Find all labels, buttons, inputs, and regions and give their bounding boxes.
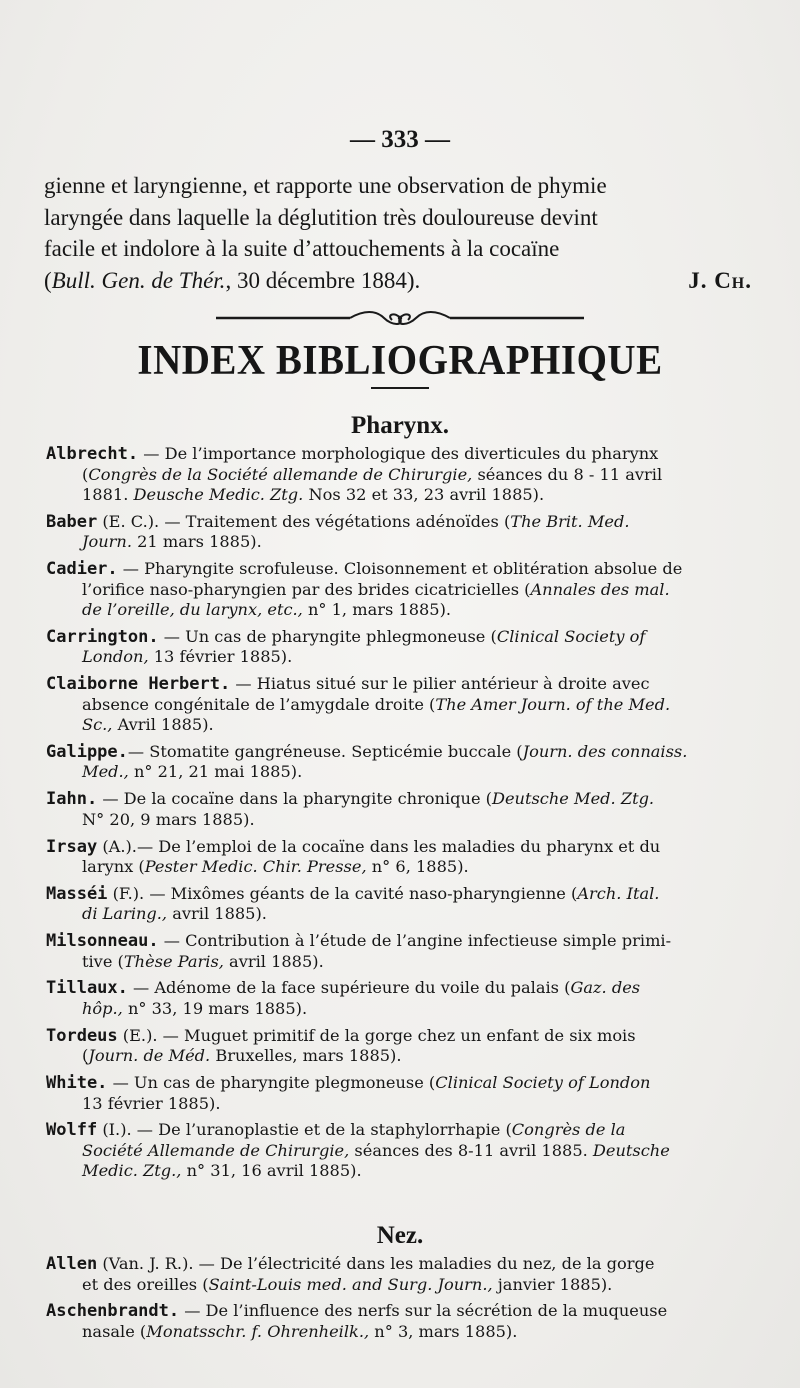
- journal-title: Clinical Society of London: [435, 1073, 651, 1093]
- journal-title: Monatsschr. f. Ohrenheilk.,: [146, 1321, 370, 1341]
- journal-title: The Brit. Med.: [510, 511, 630, 531]
- journal-title: Deusche Medic. Ztg.: [133, 485, 304, 504]
- entry-line: [46, 1275, 758, 1296]
- entry-line: [46, 837, 758, 858]
- entry-line: [46, 532, 758, 553]
- bibliography-entry: [46, 1254, 758, 1295]
- bibliography-entry: [46, 444, 758, 506]
- entry-author: Allen: [46, 1254, 98, 1274]
- journal-title: di Laring.,: [82, 904, 168, 924]
- entry-line: [46, 600, 758, 621]
- entry-text: séances des 8-11 avril 1885.: [349, 1140, 593, 1160]
- title-rule: [371, 387, 429, 389]
- entry-text: (E. C.). — Traitement des végétations adénoïdes (: [97, 511, 511, 531]
- nez-entries: [46, 1254, 758, 1349]
- entry-author: Tordeus: [46, 1025, 118, 1046]
- entry-text: Nos 32 et 33, 23 avril 1885).: [303, 485, 545, 504]
- entry-text: Bruxelles, mars 1885).: [210, 1046, 402, 1066]
- entry-text: — De la cocaïne dans la pharyngite chronique (: [97, 789, 492, 809]
- entry-text: 13 février 1885).: [148, 647, 293, 667]
- entry-text: 1881.: [82, 485, 134, 504]
- entry-line: [46, 627, 758, 648]
- entry-text: (: [82, 1046, 89, 1066]
- entry-author: Carrington.: [46, 626, 159, 647]
- entry-line: [46, 485, 758, 506]
- pharynx-entries: [46, 444, 758, 1188]
- journal-title: Deutsche: [592, 1140, 670, 1160]
- journal-title: Société Allemande de Chirurgie,: [82, 1140, 350, 1160]
- journal-title: Congrès de la Société allemande de Chirurgie,: [88, 464, 473, 484]
- citation-text: (Bull. Gen. de Thér., 30 décembre 1884).: [44, 267, 421, 293]
- index-title: INDEX BIBLIOGRAPHIQUE: [137, 337, 663, 384]
- entry-line: [46, 1046, 758, 1067]
- entry-text: et des oreilles (: [82, 1274, 209, 1294]
- continuation-citation: [44, 265, 758, 297]
- entry-text: (Van. J. R.). — De l’électricité dans les maladies du nez, de la gorge: [97, 1254, 655, 1273]
- bibliography-entry: [46, 837, 758, 878]
- journal-title: Gaz. des: [570, 978, 641, 998]
- section-heading-pharynx: Pharynx.: [351, 412, 449, 439]
- bibliography-entry: [46, 789, 758, 830]
- entry-line: [46, 715, 758, 736]
- entry-line: [46, 465, 758, 486]
- journal-title: Congrès de la: [511, 1120, 626, 1140]
- entry-text: n° 1, mars 1885).: [302, 600, 452, 620]
- entry-line: [46, 1254, 758, 1275]
- entry-author: Milsonneau.: [46, 931, 159, 952]
- entry-line: [46, 931, 758, 952]
- entry-line: [46, 444, 758, 465]
- journal-title: Med.,: [82, 762, 129, 782]
- entry-line: [46, 999, 758, 1020]
- entry-text: tive (: [82, 951, 124, 971]
- journal-title: hôp.,: [82, 998, 123, 1018]
- entry-text: (F.). — Mixômes géants de la cavité naso-pharyngienne (: [107, 883, 578, 903]
- entry-text: 13 février 1885).: [82, 1093, 221, 1113]
- ornamental-rule-icon: [214, 308, 586, 328]
- entry-text: séances du 8 - 11 avril: [472, 464, 663, 484]
- entry-text: (E.). — Muguet primitif de la gorge chez un enfant de six mois: [117, 1025, 636, 1045]
- journal-title: Clinical Society of: [496, 626, 646, 646]
- continuation-line: gienne et laryngienne, et rapporte une observation de phymie: [44, 173, 607, 198]
- entry-line: [46, 857, 758, 878]
- entry-text: — Un cas de pharyngite plegmoneuse (: [107, 1073, 436, 1093]
- journal-title: Saint-Louis med. and Surg. Journ.,: [208, 1274, 493, 1294]
- entry-author: Irsay: [46, 836, 98, 857]
- author-signature: J. Ch.: [688, 267, 752, 293]
- entry-text: avril 1885).: [167, 904, 267, 924]
- entry-text: Avril 1885).: [112, 715, 214, 735]
- entry-text: N° 20, 9 mars 1885).: [82, 809, 255, 829]
- entry-text: n° 31, 16 avril 1885).: [181, 1161, 362, 1181]
- entry-text: — Un cas de pharyngite phlegmoneuse (: [158, 626, 497, 646]
- bibliography-entry: [46, 931, 758, 972]
- journal-title: Pester Medic. Chir. Presse,: [144, 857, 367, 877]
- entry-text: n° 6, 1885).: [366, 857, 469, 877]
- entry-text: n° 21, 21 mai 1885).: [128, 762, 303, 782]
- entry-text: (I.). — De l’uranoplastie et de la staphylorrhapie (: [97, 1120, 512, 1140]
- journal-title: Medic. Ztg.,: [82, 1161, 182, 1181]
- entry-author: Masséi: [46, 883, 108, 904]
- journal-title: Arch. Ital.: [577, 883, 660, 903]
- entry-text: — Adénome de la face supérieure du voile du palais (: [127, 978, 571, 998]
- entry-text: — De l’influence des nerfs sur la sécrétion de la muqueuse: [179, 1301, 668, 1321]
- entry-line: [46, 1120, 758, 1141]
- bibliography-entry: [46, 978, 758, 1019]
- entry-text: — Pharyngite scrofuleuse. Cloisonnement et oblitération absolue de: [117, 559, 683, 579]
- entry-line: [46, 789, 758, 810]
- entry-line: [46, 904, 758, 925]
- bibliography-entry: [46, 1073, 758, 1114]
- entry-text: — Stomatite gangréneuse. Septicémie buccale (: [127, 741, 523, 761]
- bibliography-entry: [46, 559, 758, 621]
- entry-text: nasale (: [82, 1321, 147, 1341]
- page-number: — 333 —: [350, 126, 450, 153]
- entry-text: — De l’importance morphologique des diverticules du pharynx: [138, 444, 659, 463]
- entry-author: Galippe.: [46, 741, 128, 762]
- entry-author: Cadier.: [46, 559, 118, 580]
- entry-line: [46, 647, 758, 668]
- bibliography-entry: [46, 627, 758, 668]
- section-heading-nez: Nez.: [376, 1222, 424, 1249]
- entry-line: [46, 580, 758, 601]
- journal-title: Journ. des connaiss.: [522, 741, 688, 761]
- entry-line: [46, 952, 758, 973]
- entry-line: [46, 884, 758, 905]
- entry-text: n° 3, mars 1885).: [369, 1321, 518, 1341]
- entry-text: janvier 1885).: [492, 1274, 613, 1294]
- entry-author: Albrecht.: [46, 444, 139, 464]
- entry-text: — Hiatus situé sur le pilier antérieur à droite avec: [230, 674, 650, 694]
- continuation-line: laryngée dans laquelle la déglutition très douloureuse devint: [44, 204, 598, 230]
- entry-text: — Contribution à l’étude de l’angine infectieuse simple primi-: [158, 931, 672, 951]
- journal-title: London,: [82, 647, 149, 667]
- journal-title: The Amer Journ. of the Med.: [435, 694, 671, 714]
- entry-text: (A.).— De l’emploi de la cocaïne dans les maladies du pharynx et du: [97, 836, 661, 856]
- entry-line: [46, 512, 758, 533]
- entry-line: [46, 742, 758, 763]
- bibliography-entry: [46, 1120, 758, 1182]
- bibliography-entry: [46, 512, 758, 553]
- entry-author: White.: [46, 1073, 108, 1094]
- entry-text: n° 33, 19 mars 1885).: [122, 998, 308, 1018]
- entry-text: avril 1885).: [223, 951, 324, 971]
- entry-author: Wolff: [46, 1120, 98, 1141]
- entry-text: absence congénitale de l’amygdale droite (: [82, 694, 436, 714]
- entry-text: (: [82, 464, 89, 484]
- continuation-line: facile et indolore à la suite d’attouchements à la cocaïne: [44, 236, 560, 261]
- entry-text: 21 mars 1885).: [131, 532, 262, 552]
- entry-author: Claiborne Herbert.: [46, 674, 231, 695]
- entry-line: [46, 559, 758, 580]
- entry-line: [46, 762, 758, 783]
- entry-line: [46, 810, 758, 831]
- entry-line: [46, 1073, 758, 1094]
- entry-text: l’orifice naso-pharyngien par des brides cicatricielles (: [82, 579, 531, 599]
- bibliography-entry: [46, 674, 758, 736]
- entry-text: larynx (: [82, 857, 145, 877]
- journal-title: Journ. de Méd.: [88, 1046, 211, 1066]
- journal-title: Sc.,: [82, 715, 113, 735]
- bibliography-entry: [46, 742, 758, 783]
- entry-line: [46, 674, 758, 695]
- entry-line: [46, 1301, 758, 1322]
- journal-title: Journ.: [82, 532, 132, 552]
- entry-author: Aschenbrandt.: [46, 1301, 180, 1322]
- entry-line: [46, 1141, 758, 1162]
- entry-line: [46, 1161, 758, 1182]
- journal-title: de l’oreille, du larynx, etc.,: [82, 600, 303, 620]
- bibliography-entry: [46, 1301, 758, 1342]
- bibliography-entry: [46, 1026, 758, 1067]
- entry-author: Iahn.: [46, 789, 98, 810]
- entry-line: [46, 1094, 758, 1115]
- journal-title: Deutsche Med. Ztg.: [492, 789, 655, 809]
- entry-line: [46, 978, 758, 999]
- entry-author: Tillaux.: [46, 978, 128, 999]
- journal-title: Annales des mal.: [530, 579, 670, 599]
- entry-line: [46, 695, 758, 716]
- bibliography-entry: [46, 884, 758, 925]
- entry-line: [46, 1026, 758, 1047]
- journal-title: Thèse Paris,: [123, 951, 224, 971]
- entry-line: [46, 1322, 758, 1343]
- continuation-paragraph: [44, 170, 758, 296]
- entry-author: Baber: [46, 511, 98, 532]
